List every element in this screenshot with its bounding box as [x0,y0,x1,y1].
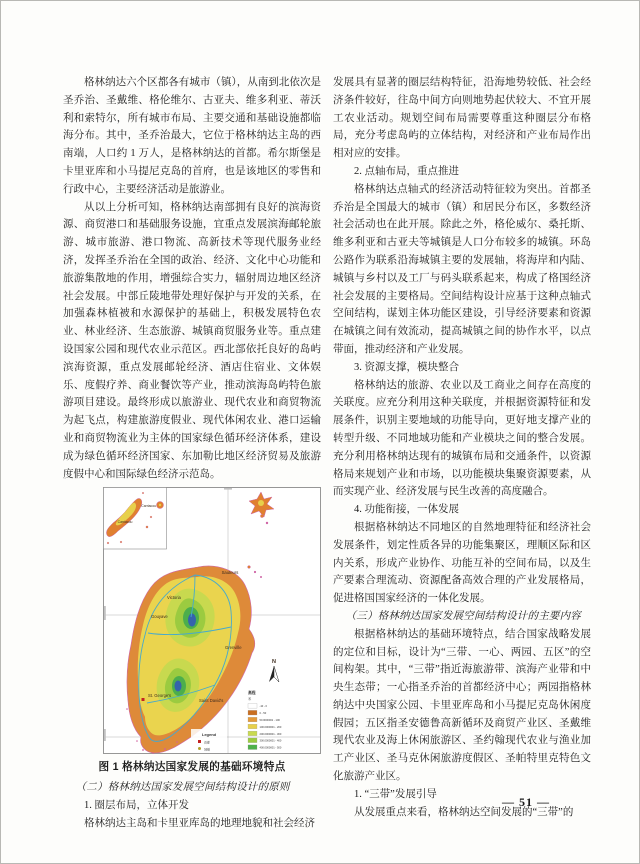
label-saint-davids: Saint David's [199,698,224,704]
paragraph-cities: 格林纳达六个区都各有城市（镇），从南到北依次是圣乔治、圣戴维、格伦维尔、古亚夫、维多利亚、蒂沃利和索特尔，所有城市布局、主要交通和基础设施都临海分布。其中，圣乔治最大，它位于格林纳达主岛的西南端，人口约 1 万人，是格林纳达的首都。希尔斯堡是卡里亚库和小马提尼克岛的首府，也是该地区的零售和行政中心，主要经济活动是旅游业。 [63,77,321,195]
elev-swatch-3 [248,725,257,730]
item-heading-functions: 4. 功能衔接，一体发展 [354,504,459,516]
paragraph-continued: 发展具有显著的圈层结构特征，沿海地势较低、社会经济条件较好，往岛中间方向则地势起伏较大、不宜开展工农业活动。规划空间布局需要尊重这种圈层分布格局，充分考虑岛屿的立体结构，对经济和产业布局作出相对应的安排。 [333,77,591,160]
capital-legend-label: 首都 [204,740,211,745]
inset-islet-label: Carriacou [141,504,156,509]
elev-swatch-5 [248,738,257,743]
item-heading-resources: 3. 资源支撑，模块整合 [354,361,459,373]
town-legend-marker [198,747,201,750]
page-number: — 51 — [502,795,550,809]
marker-legend [191,729,227,753]
svg-text:50.0000001 - 100: 50.0000001 - 100 [259,719,280,723]
elev-swatch-6 [248,745,257,750]
svg-text:0 - 50: 0 - 50 [259,712,267,716]
paragraph-analysis: 从以上分析可知，格林纳达南部拥有良好的滨海资源、商贸港口和基础服务设施，宜重点发展滨海邮轮旅游、城市旅游、港口物流、高新技术等现代服务业经济，发挥圣乔治在全国的政治、经济、文化中心功能和旅游集散地的作用，增强综合实力，辐射周边地区经济社会发展。中部丘陵地带处理好保护与开发的关系，在加强森林植被和水源保护的基础上，积极发展特色农业、林业经济、生态旅游、城镇商贸服务业等。重点建设国家公园和现代农业示范区。西北部依托良好的岛屿滨海资源，重点发展邮轮经济、酒店住宿业、文体娱乐、度假疗养、商业餐饮等产业，推动滨海岛屿特色旅游项目建设。最终形成以旅游业、现代农业和商贸物流为起飞点，构建旅游度假业、现代体闲农业、港口运输业和商贸物流业为主体的国家绿色循环经济体系，建设成为绿色循环经济国家、东加勒比地区经济贸易及旅游度假中心和国际绿色经济示范岛。 [63,201,321,480]
item-heading-three-belts: 1. “三带”发展引导 [354,788,437,800]
paragraph-resources: 格林纳达的旅游、农业以及工商业之间存在高度的关联度。应充分利用这种关联度，并根据资源特征和发展条件，识别主要地域的功能导向，更好地支撑产业的转型升级、不同地域功能和产业模块之间的整合发展。充分利用格林纳达现有的城镇布局和交通条件，以资源格局来规划产业和市场，以功能模块集聚资源要素，从而实现产业、经济发展与民生改善的高度融合。 [333,379,591,498]
figure-caption: 图 1 格林纳达国家发展的基础环境特点 [98,761,286,774]
svg-text:100.0000001 - 200: 100.0000001 - 200 [259,726,282,730]
left-column [63,74,321,833]
section-heading-2: （二）格林纳达国家发展空间结构设计的原则 [75,782,290,794]
inset-island-label: Carriacou [117,520,133,525]
elev-swatch-0 [248,704,257,709]
marker-legend-title: Legend [201,732,217,738]
elevation-legend-unit: 米 [248,697,252,702]
paragraph-three-belts: 从发展重点来看，格林纳达空间发展的“三带”的 [354,806,574,818]
svg-text:200.0000001 - 300: 200.0000001 - 300 [259,733,282,737]
paragraph-framework: 根据格林纳达的基础环境特点，结合国家战略发展的定位和目标，设计为“三带、一心、两园、五区”的空间构架。其中，“三带”指近海旅游带、滨海产业带和中央生态带；一心指圣乔治的首都经济中心；两园指格林纳达中央国家公园、卡里亚库岛和小马提尼克岛休闲度假园；五区指圣安德鲁高新循环及商贸产业区、圣戴维现代农业及海上休闲旅游区、圣约翰现代农业与渔业加工产业区、圣马克休闲旅游度假区、圣帕特里克特色文化旅游产业区。 [333,628,591,783]
grenada-elevation-map [103,487,321,754]
label-grenville: Grenville [225,645,242,651]
figure-map [103,487,321,754]
section-heading-3: （三）格林纳达国家发展空间结构设计的主要内容 [345,610,581,622]
item-heading-point-axis: 2. 点轴布局，重点推进 [354,165,459,177]
svg-text:-10 - 0: -10 - 0 [259,705,267,709]
elevation-legend-title: 高程 [248,691,256,696]
paragraph-layers: 格林纳达主岛和卡里亚库岛的地理地貌和社会经济 [84,817,315,829]
elev-swatch-4 [248,731,257,736]
right-column [333,74,591,821]
label-st-georges: St. George's [148,693,172,699]
capital-marker [142,698,145,701]
paragraph-functions: 根据格林纳达不同地区的自然地理特征和经济社会发展条件，划定性质各异的功能集聚区，理顺区际和区内关系，形成产业协作、功能互补的空间布局，以及生产要素合理流动、资源配备高效合理的产业发展格局，促进格国国家经济的一体化发展。 [333,521,591,605]
elev-swatch-1 [248,711,257,716]
capital-legend-marker [198,740,201,743]
label-victoria: Victoria [167,595,181,601]
svg-text:400.0000001 - 500: 400.0000001 - 500 [259,746,282,750]
carriacou-inset [104,488,167,550]
paragraph-point-axis: 格林纳达点轴式的经济活动特征较为突出。首都圣乔治是全国最大的城市（镇）和居民分布区，多数经济社会活动也在此开展。除此之外，格伦威尔、桑托斯、维多利亚和古亚夫等城镇是人口分布较多的城镇。环岛公路作为联系沿海城镇主要的发展轴，将海岸和内陆、城镇与乡村以及工厂与码头联系起来，构成了格国经济社会发展的主要格局。空间结构设计应基于这种点轴式空间结构，谋划主体功能区建设，引导经济要素和资源在城镇之间有效流动，提高城镇之间的协作水平，以点带面，推动经济和产业发展。 [333,183,591,355]
svg-text:N: N [272,659,276,666]
svg-text:300.0000001 - 400: 300.0000001 - 400 [259,740,282,744]
label-sauteurs: Sauteurs [221,570,239,576]
town-legend-label: 城镇 [204,747,211,752]
elev-swatch-2 [248,718,257,723]
label-gouyave: Gouyave [151,614,168,620]
item-heading-circle-layout: 1. 圈层布局，立体开发 [84,799,189,811]
